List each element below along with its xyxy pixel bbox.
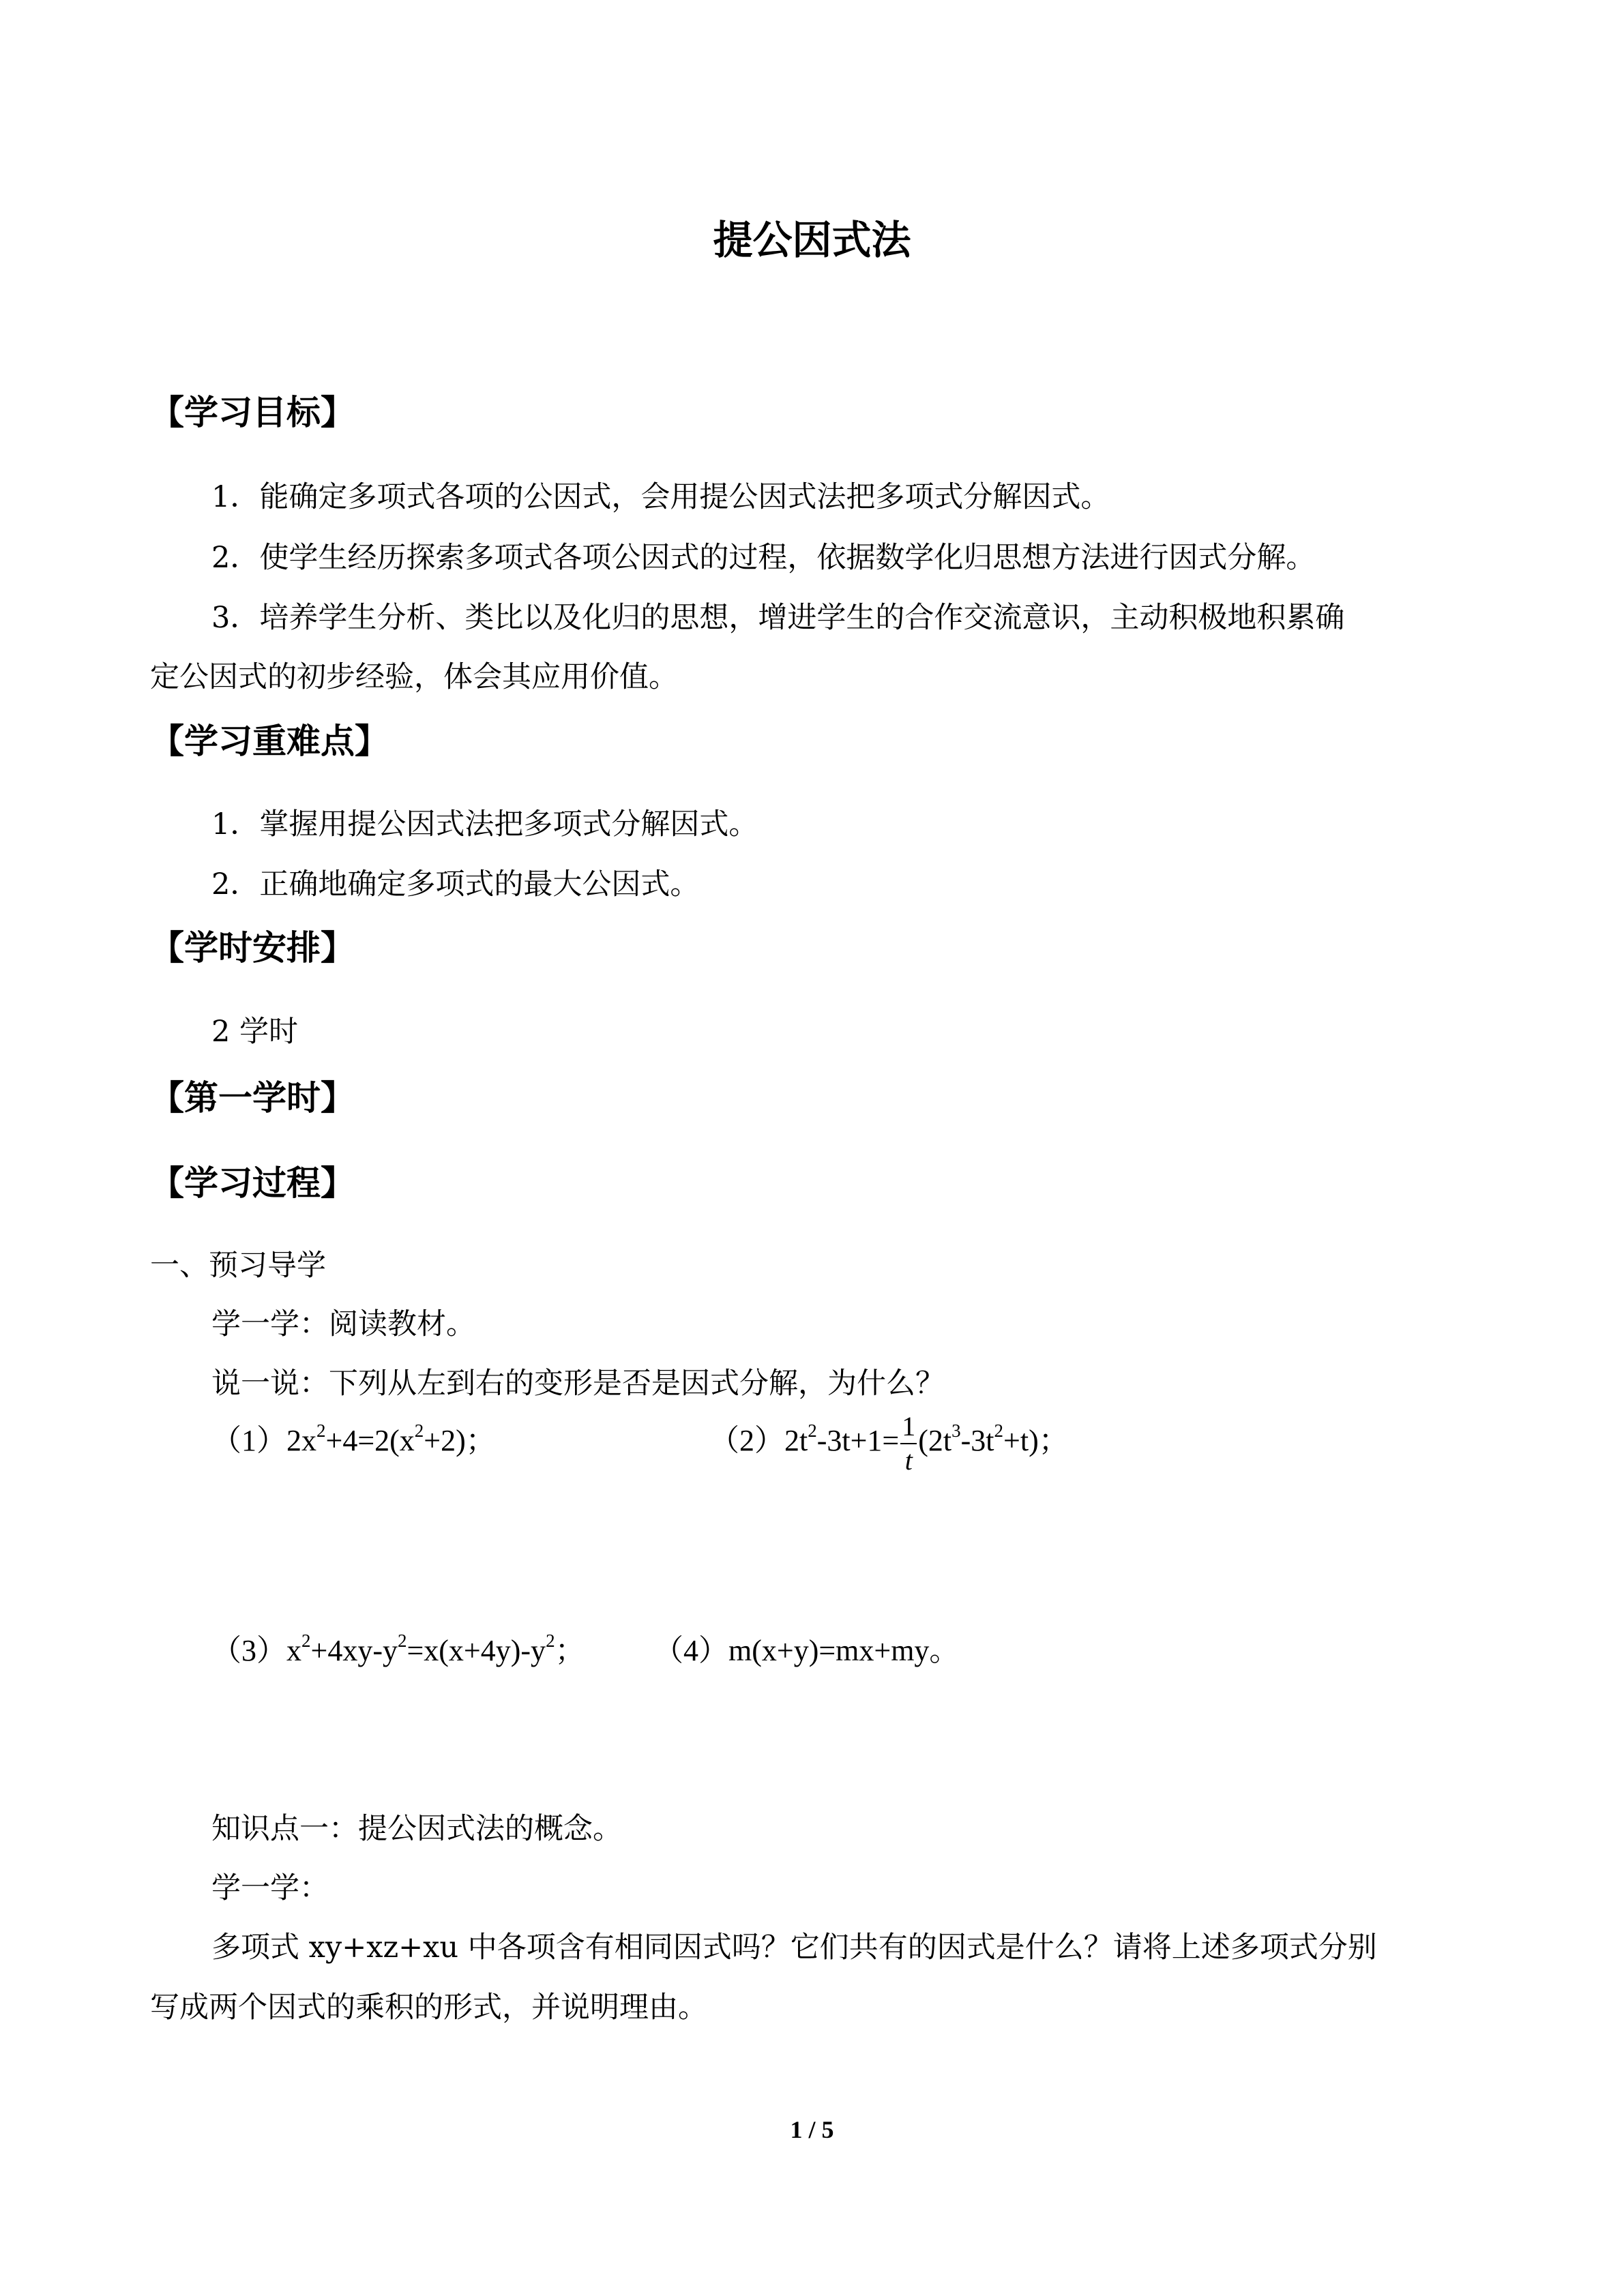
formula-1-part-b: +4=2(x [325,1424,415,1457]
question-line-1: 多项式 xy+xz+xu 中各项含有相同因式吗？它们共有的因式是什么？请将上述多项式分别 [211,1930,1377,1965]
formula-2-part-e: +t)； [1003,1424,1069,1457]
formula-3 [211,1630,585,1672]
formula-3-part-d: ； [555,1634,585,1667]
formula-1-sup-b: 2 [414,1420,424,1441]
formula-2-fraction [900,1410,917,1477]
schedule-heading: 【学时安排】 [150,928,355,968]
formula-1-part-a: 2x [286,1424,316,1457]
process-heading: 【学习过程】 [150,1163,355,1203]
schedule-text: 2 学时 [211,1015,299,1049]
formula-3-sup-c: 2 [546,1630,555,1651]
formula-2-part-a: 2t [784,1424,808,1457]
formula-2-part-b: -3t+1= [816,1424,900,1457]
fraction-numerator: 1 [900,1410,917,1444]
learn-label: 学一学： [211,1871,329,1905]
formula-2-sup-c: 3 [951,1420,961,1441]
formula-2-sup-a: 2 [808,1420,817,1441]
formula-3-sup-a: 2 [301,1630,311,1651]
page-number: 1 / 5 [790,2116,834,2143]
formula-2-sup-d: 2 [994,1420,1004,1441]
formula-3-part-b: +4xy-y [310,1634,398,1667]
goal-item-2: 2．使学生经历探索多项式各项公因式的过程，依据数学化归思想方法进行因式分解。 [211,541,1316,575]
key-point-2: 2．正确地确定多项式的最大公因式。 [211,867,700,901]
formula-1 [211,1420,496,1462]
goal-item-1: 1．能确定多项式各项的公因式，会用提公因式法把多项式分解因式。 [211,480,1110,514]
goals-heading: 【学习目标】 [150,393,355,432]
formula-4-label: （4） [653,1634,728,1667]
goal-item-3-continued: 定公因式的初步经验，体会其应用价值。 [150,660,678,694]
formula-2-label: （2） [709,1424,784,1457]
formula-1-part-c: +2)； [424,1424,496,1457]
formula-1-label: （1） [211,1424,286,1457]
formula-2 [709,1403,1069,1478]
formula-4-part-a: m(x+y)=mx+my。 [728,1634,960,1667]
say-prompt: 说一说：下列从左到右的变形是否是因式分解，为什么？ [211,1367,945,1401]
formula-1-sup-a: 2 [316,1420,326,1441]
goal-item-3: 3．培养学生分析、类比以及化归的思想，增进学生的合作交流意识，主动积极地积累确 [211,601,1345,635]
knowledge-point: 知识点一：提公因式法的概念。 [211,1812,622,1846]
formula-4 [653,1630,959,1672]
fraction-denominator: t [904,1444,913,1476]
formula-2-part-c: (2t [918,1424,952,1457]
key-points-heading: 【学习重难点】 [150,721,389,761]
formula-2-part-d: -3t [960,1424,994,1457]
page-title: 提公因式法 [713,217,911,263]
formula-3-part-c: =x(x+4y)-y [407,1634,546,1667]
question-line-2: 写成两个因式的乘积的形式，并说明理由。 [150,1991,707,2025]
formula-3-sup-b: 2 [397,1630,407,1651]
key-point-1: 1．掌握用提公因式法把多项式分解因式。 [211,807,758,841]
formula-3-label: （3） [211,1634,286,1667]
first-period-heading: 【第一学时】 [150,1078,355,1118]
preview-title: 一、预习导学 [150,1249,326,1283]
formula-3-part-a: x [286,1634,301,1667]
learn-read: 学一学：阅读教材。 [211,1307,475,1341]
